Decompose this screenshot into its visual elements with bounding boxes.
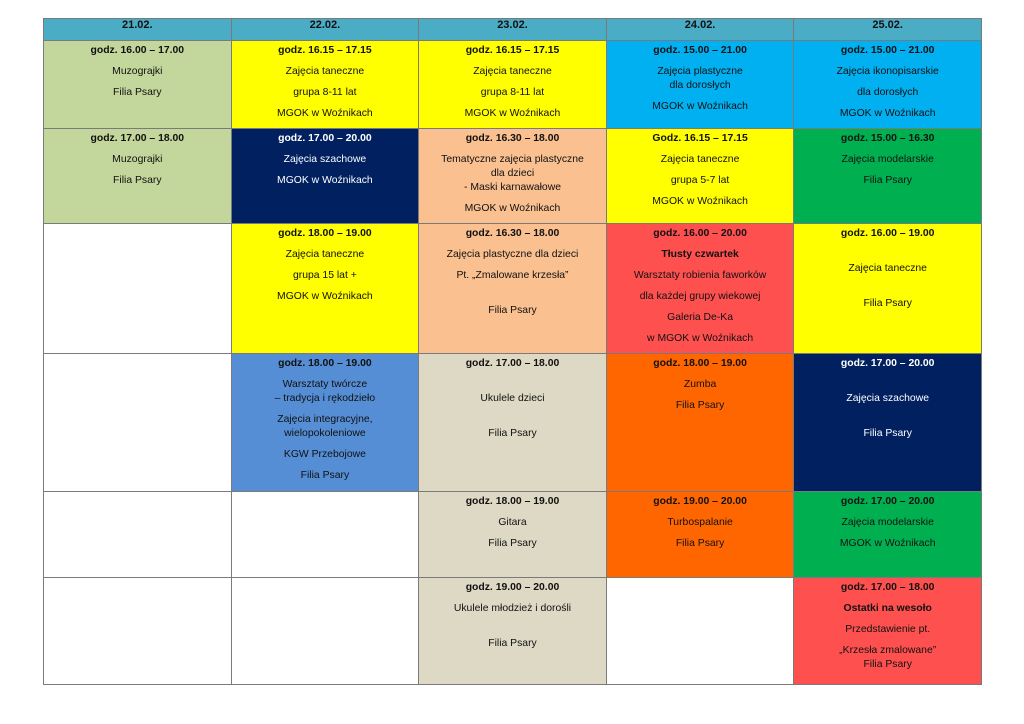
event-text: MGOK w Woźnikach xyxy=(839,538,936,549)
day-header: 25.02. xyxy=(794,19,982,41)
event-text: Zajęcia taneczne xyxy=(848,263,927,274)
event-cell xyxy=(794,492,982,578)
spacer xyxy=(794,413,981,427)
event-cell xyxy=(606,492,794,578)
event-cell xyxy=(231,354,419,492)
empty-cell xyxy=(231,578,419,685)
event-text: Ukulele dzieci xyxy=(480,393,545,404)
event-text: Filia Psary xyxy=(113,175,162,186)
spacer xyxy=(794,378,981,392)
empty-cell xyxy=(44,224,232,354)
event-cell xyxy=(44,41,232,129)
event-time: godz. 16.00 – 17.00 xyxy=(90,45,185,56)
schedule-body xyxy=(44,41,982,685)
event-text: Zajęcia taneczne xyxy=(285,66,365,77)
event-text: Zajęcia szachowe xyxy=(846,393,929,404)
event-cell xyxy=(44,129,232,224)
event-text: Gitara xyxy=(498,517,527,528)
event-text: Zajęcia taneczne xyxy=(660,154,740,165)
event-text: MGOK w Woźnikach xyxy=(839,108,936,119)
schedule-row xyxy=(44,129,982,224)
event-text: Zajęcia modelarskie xyxy=(841,517,934,528)
spacer xyxy=(419,623,606,637)
event-time: godz. 15.00 – 16.30 xyxy=(840,133,935,144)
event-cell xyxy=(794,224,982,354)
event-time: godz. 17.00 – 18.00 xyxy=(90,133,185,144)
empty-cell xyxy=(44,354,232,492)
event-text: grupa 8-11 lat xyxy=(293,87,357,98)
event-time: godz. 16.00 – 20.00 xyxy=(653,228,747,239)
event-cell xyxy=(794,129,982,224)
event-text: Filia Psary xyxy=(675,400,725,411)
event-text: Tłusty czwartek xyxy=(661,249,739,260)
event-text: Filia Psary xyxy=(675,538,725,549)
event-text: – tradycja i rękodzieło xyxy=(274,393,376,404)
event-text: w MGOK w Woźnikach xyxy=(647,333,754,344)
event-time: godz. 19.00 – 20.00 xyxy=(653,496,747,507)
event-text: Turbospalanie xyxy=(667,517,733,528)
event-time: godz. 16.15 – 17.15 xyxy=(465,45,560,56)
event-cell xyxy=(419,492,607,578)
empty-cell xyxy=(44,578,232,685)
event-time: godz. 18.00 – 19.00 xyxy=(653,358,747,369)
empty-cell xyxy=(231,492,419,578)
event-cell xyxy=(419,578,607,685)
spacer xyxy=(419,413,606,427)
spacer xyxy=(794,283,981,297)
event-text: Muzograjki xyxy=(112,154,163,165)
event-time: godz. 17.00 – 18.00 xyxy=(465,358,560,369)
event-text: Filia Psary xyxy=(488,638,537,649)
event-text: MGOK w Woźnikach xyxy=(652,196,748,207)
event-text: MGOK w Woźnikach xyxy=(277,291,373,302)
event-time: godz. 15.00 – 21.00 xyxy=(840,45,935,56)
event-time: godz. 18.00 – 19.00 xyxy=(278,228,372,239)
spacer xyxy=(794,248,981,262)
event-text: grupa 8-11 lat xyxy=(480,87,545,98)
spacer xyxy=(419,378,606,392)
event-text: Zajęcia taneczne xyxy=(285,249,365,260)
event-text: Filia Psary xyxy=(863,298,912,309)
event-text: MGOK w Woźnikach xyxy=(464,108,561,119)
event-time: Godz. 16.15 – 17.15 xyxy=(652,133,748,144)
event-cell xyxy=(794,578,982,685)
event-cell xyxy=(231,224,419,354)
event-text: Galeria De-Ka xyxy=(667,312,733,323)
event-text: Muzograjki xyxy=(112,66,163,77)
schedule-table xyxy=(43,18,982,685)
event-text: Pt. „Zmalowane krzesła” xyxy=(456,270,569,281)
event-text: Zajęcia szachowe xyxy=(283,154,367,165)
event-text: Filia Psary xyxy=(113,87,162,98)
event-text: Warsztaty twórcze xyxy=(282,379,368,390)
event-text: dla każdej grupy wiekowej xyxy=(639,291,761,302)
event-text: dla dorosłych xyxy=(857,87,919,98)
event-text: Tematyczne zajęcia plastyczne xyxy=(441,154,584,165)
event-cell xyxy=(606,41,794,129)
event-text: Filia Psary xyxy=(863,175,912,186)
event-text: Zumba xyxy=(683,379,717,390)
event-text: grupa 5-7 lat xyxy=(670,175,730,186)
event-cell xyxy=(231,41,419,129)
event-text: „Krzesła zmalowane” xyxy=(839,645,937,656)
event-time: godz. 17.00 – 20.00 xyxy=(840,496,935,507)
schedule-row xyxy=(44,41,982,129)
event-text: Zajęcia ikonopisarskie xyxy=(836,66,939,77)
event-text: Zajęcia plastyczne xyxy=(657,66,743,77)
event-text: Zajęcia integracyjne, xyxy=(277,414,373,425)
event-text: Filia Psary xyxy=(488,305,537,316)
event-text: MGOK w Woźnikach xyxy=(652,101,748,112)
event-text: Warsztaty robienia faworków xyxy=(633,270,767,281)
event-text: Zajęcia modelarskie xyxy=(841,154,934,165)
day-header: 22.02. xyxy=(231,19,419,41)
event-text: Zajęcia taneczne xyxy=(473,66,552,77)
event-text: Filia Psary xyxy=(488,538,537,549)
event-time: godz. 17.00 – 20.00 xyxy=(278,133,372,144)
event-text: Filia Psary xyxy=(863,659,912,670)
event-cell xyxy=(419,129,607,224)
event-text: MGOK w Woźnikach xyxy=(277,108,373,119)
event-time: godz. 18.00 – 19.00 xyxy=(278,358,372,369)
schedule-header-row xyxy=(44,19,982,41)
event-text: dla dzieci xyxy=(490,168,535,179)
day-header: 21.02. xyxy=(44,19,232,41)
event-text: MGOK w Woźnikach xyxy=(464,203,561,214)
event-time: godz. 16.15 – 17.15 xyxy=(278,45,372,56)
schedule-row xyxy=(44,492,982,578)
event-cell xyxy=(794,354,982,492)
event-time: godz. 15.00 – 21.00 xyxy=(653,45,747,56)
event-text: Ukulele młodzież i dorośli xyxy=(453,603,572,614)
event-text: - Maski karnawałowe xyxy=(463,182,561,193)
event-time: godz. 16.00 – 19.00 xyxy=(840,228,935,239)
empty-cell xyxy=(606,578,794,685)
empty-cell xyxy=(44,492,232,578)
event-time: godz. 18.00 – 19.00 xyxy=(465,496,560,507)
event-time: godz. 16.30 – 18.00 xyxy=(465,228,560,239)
event-text: KGW Przebojowe xyxy=(283,449,366,460)
event-cell xyxy=(606,224,794,354)
event-text: Filia Psary xyxy=(488,428,537,439)
event-cell xyxy=(606,129,794,224)
event-cell xyxy=(419,224,607,354)
schedule-row xyxy=(44,354,982,492)
event-text: wielopokoleniowe xyxy=(284,428,366,439)
schedule-row xyxy=(44,578,982,685)
event-text: MGOK w Woźnikach xyxy=(277,175,373,186)
event-text: Przedstawienie pt. xyxy=(845,624,931,635)
event-cell xyxy=(231,129,419,224)
schedule-row xyxy=(44,224,982,354)
event-text: Ostatki na wesoło xyxy=(843,603,932,614)
event-cell xyxy=(419,354,607,492)
event-text: Zajęcia plastyczne dla dzieci xyxy=(446,249,579,260)
event-text: Filia Psary xyxy=(863,428,912,439)
day-header: 23.02. xyxy=(419,19,607,41)
event-cell xyxy=(606,354,794,492)
event-time: godz. 17.00 – 18.00 xyxy=(840,582,935,593)
day-header: 24.02. xyxy=(606,19,794,41)
event-text: Filia Psary xyxy=(300,470,350,481)
event-time: godz. 16.30 – 18.00 xyxy=(465,133,560,144)
event-text: dla dorosłych xyxy=(669,80,731,91)
event-text: grupa 15 lat + xyxy=(292,270,357,281)
event-time: godz. 19.00 – 20.00 xyxy=(465,582,560,593)
event-cell xyxy=(794,41,982,129)
event-cell xyxy=(419,41,607,129)
spacer xyxy=(419,290,606,304)
event-time: godz. 17.00 – 20.00 xyxy=(840,358,935,369)
